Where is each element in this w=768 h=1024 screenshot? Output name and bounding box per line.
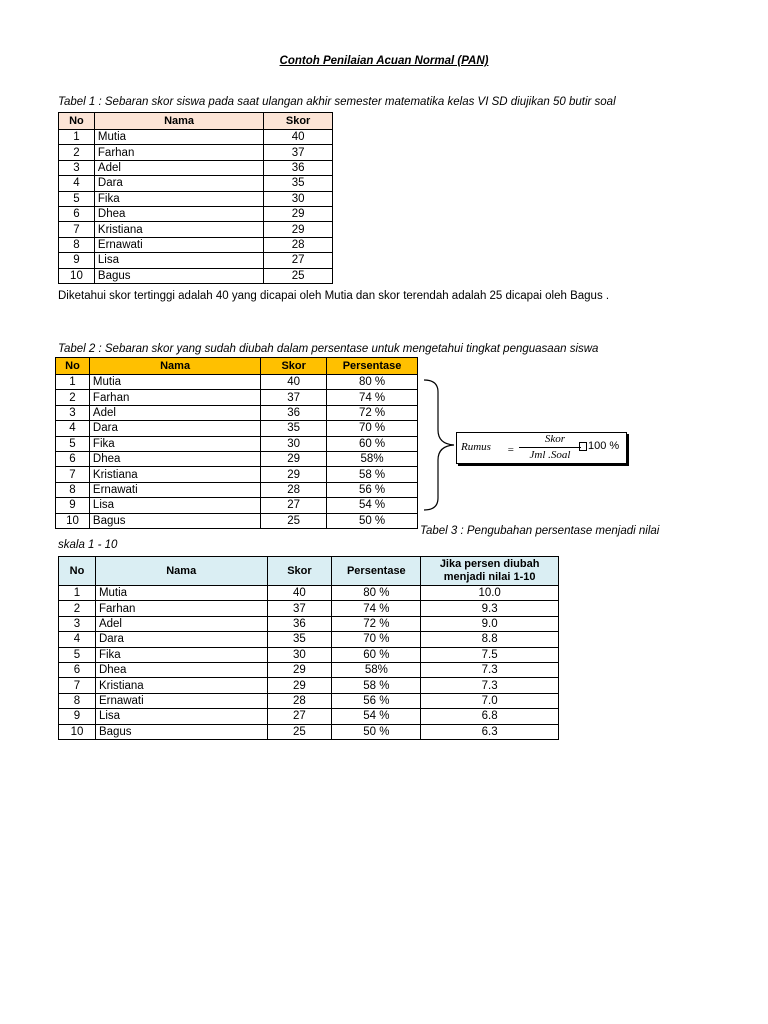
persentase-cell: 80 % (327, 375, 418, 390)
nilai-cell: 6.3 (421, 724, 559, 739)
skor-cell: 30 (264, 191, 333, 206)
table2-caption: Tabel 2 : Sebaran skor yang sudah diubah dalam persentase untuk mengetahui tingkat penguasaan siswa (58, 343, 599, 355)
nilai-cell: 9.0 (421, 616, 559, 631)
nama-cell: Adel (95, 616, 267, 631)
table-row (56, 513, 418, 528)
skor-cell: 25 (261, 513, 327, 528)
formula-multiplier: 100 % (588, 440, 620, 452)
nama-cell: Bagus (94, 268, 263, 283)
no-cell: 4 (59, 176, 95, 191)
nama-cell: Kristiana (94, 222, 263, 237)
no-cell: 5 (59, 191, 95, 206)
no-cell: 2 (56, 390, 90, 405)
table-row (59, 678, 559, 693)
persentase-cell: 56 % (332, 693, 421, 708)
persentase-cell: 58% (332, 662, 421, 677)
table-row (59, 191, 333, 206)
table-row (56, 375, 418, 390)
no-cell: 7 (59, 222, 95, 237)
table-row (59, 601, 559, 616)
nilai-cell: 9.3 (421, 601, 559, 616)
skor-cell: 36 (264, 160, 333, 175)
curly-brace-icon (420, 378, 460, 512)
nama-cell: Farhan (95, 601, 267, 616)
nama-cell: Fika (89, 436, 260, 451)
table3-header-nama: Nama (95, 557, 267, 586)
nama-cell: Fika (94, 191, 263, 206)
skor-cell: 29 (261, 451, 327, 466)
formula-label: Rumus (461, 441, 491, 453)
no-cell: 2 (59, 145, 95, 160)
skor-cell: 36 (267, 616, 332, 631)
table2-header-skor: Skor (261, 358, 327, 375)
skor-cell: 35 (267, 632, 332, 647)
formula-numerator: Skor (544, 433, 566, 445)
nama-cell: Farhan (94, 145, 263, 160)
skor-cell: 28 (264, 237, 333, 252)
nilai-cell: 10.0 (421, 586, 559, 601)
nama-cell: Bagus (89, 513, 260, 528)
no-cell: 8 (59, 693, 96, 708)
nilai-cell: 8.8 (421, 632, 559, 647)
nilai-cell: 7.3 (421, 662, 559, 677)
skor-cell: 30 (261, 436, 327, 451)
no-cell: 10 (59, 724, 96, 739)
nama-cell: Dhea (95, 662, 267, 677)
skor-cell: 28 (261, 482, 327, 497)
table-row (59, 206, 333, 221)
skor-cell: 29 (267, 678, 332, 693)
nama-cell: Lisa (89, 498, 260, 513)
no-cell: 4 (56, 421, 90, 436)
table-row (59, 693, 559, 708)
skor-cell: 40 (267, 586, 332, 601)
nama-cell: Farhan (89, 390, 260, 405)
no-cell: 6 (59, 206, 95, 221)
formula-equals: = (507, 444, 515, 456)
formula-box (456, 432, 627, 464)
skor-cell: 40 (264, 130, 333, 145)
table1-header-skor: Skor (264, 113, 333, 130)
table1-caption: Tabel 1 : Sebaran skor siswa pada saat ulangan akhir semester matematika kelas VI SD diujikan 50 butir soal (58, 96, 616, 108)
table-row (56, 451, 418, 466)
table-row (59, 237, 333, 252)
persentase-cell: 54 % (332, 709, 421, 724)
table2-percentage-table (55, 357, 418, 529)
table3-header-nilai: Jika persen diubah menjadi nilai 1-10 (421, 557, 559, 586)
persentase-cell: 58 % (332, 678, 421, 693)
table3-header-row (59, 557, 559, 586)
nama-cell: Lisa (95, 709, 267, 724)
skor-cell: 27 (267, 709, 332, 724)
table-row (59, 160, 333, 175)
table2-header-row (56, 358, 418, 375)
formula-denominator: Jml .Soal (529, 449, 571, 461)
no-cell: 6 (56, 451, 90, 466)
no-cell: 9 (59, 253, 95, 268)
nama-cell: Bagus (95, 724, 267, 739)
persentase-cell: 72 % (332, 616, 421, 631)
skor-cell: 37 (264, 145, 333, 160)
table3-scale-table (58, 556, 559, 740)
skor-cell: 28 (267, 693, 332, 708)
table-row (59, 724, 559, 739)
table-row (59, 709, 559, 724)
persentase-cell: 50 % (332, 724, 421, 739)
skor-cell: 29 (264, 206, 333, 221)
no-cell: 3 (59, 160, 95, 175)
persentase-cell: 58 % (327, 467, 418, 482)
fraction-bar (519, 447, 581, 448)
skor-cell: 29 (267, 662, 332, 677)
no-cell: 9 (59, 709, 96, 724)
no-cell: 8 (56, 482, 90, 497)
nama-cell: Dara (95, 632, 267, 647)
persentase-cell: 70 % (327, 421, 418, 436)
skor-cell: 40 (261, 375, 327, 390)
nama-cell: Fika (95, 647, 267, 662)
table-row (59, 586, 559, 601)
no-cell: 1 (59, 586, 96, 601)
nama-cell: Ernawati (94, 237, 263, 252)
no-cell: 7 (56, 467, 90, 482)
table1-header-nama: Nama (94, 113, 263, 130)
table-row (56, 421, 418, 436)
table1-header-no: No (59, 113, 95, 130)
nama-cell: Lisa (94, 253, 263, 268)
skor-cell: 27 (261, 498, 327, 513)
persentase-cell: 72 % (327, 405, 418, 420)
persentase-cell: 56 % (327, 482, 418, 497)
table-row (59, 222, 333, 237)
table-row (59, 253, 333, 268)
skor-cell: 36 (261, 405, 327, 420)
table3-header-skor: Skor (267, 557, 332, 586)
nama-cell: Kristiana (89, 467, 260, 482)
table1-score-table (58, 112, 333, 284)
skor-cell: 29 (264, 222, 333, 237)
no-cell: 10 (56, 513, 90, 528)
no-cell: 6 (59, 662, 96, 677)
skor-cell: 29 (261, 467, 327, 482)
skor-cell: 37 (267, 601, 332, 616)
table-row (59, 145, 333, 160)
nama-cell: Dhea (94, 206, 263, 221)
table-row (59, 647, 559, 662)
table1-note: Diketahui skor tertinggi adalah 40 yang dicapai oleh Mutia dan skor terendah adalah 25 dicapai oleh Bagus . (58, 290, 610, 302)
nama-cell: Dara (89, 421, 260, 436)
table2-header-persentase: Persentase (327, 358, 418, 375)
persentase-cell: 60 % (327, 436, 418, 451)
nilai-cell: 7.0 (421, 693, 559, 708)
no-cell: 4 (59, 632, 96, 647)
table-row (56, 498, 418, 513)
nama-cell: Ernawati (89, 482, 260, 497)
table-row (56, 482, 418, 497)
nama-cell: Mutia (89, 375, 260, 390)
no-cell: 1 (56, 375, 90, 390)
table2-header-no: No (56, 358, 90, 375)
persentase-cell: 80 % (332, 586, 421, 601)
table-row (56, 390, 418, 405)
persentase-cell: 50 % (327, 513, 418, 528)
table3-header-no: No (59, 557, 96, 586)
table-row (56, 405, 418, 420)
skor-cell: 25 (267, 724, 332, 739)
table-row (59, 130, 333, 145)
skor-cell: 25 (264, 268, 333, 283)
table1-header-row (59, 113, 333, 130)
table-row (59, 632, 559, 647)
persentase-cell: 60 % (332, 647, 421, 662)
nilai-cell: 6.8 (421, 709, 559, 724)
nama-cell: Dhea (89, 451, 260, 466)
table-row (59, 268, 333, 283)
no-cell: 3 (56, 405, 90, 420)
table3-caption-line1: Tabel 3 : Pengubahan persentase menjadi nilai (420, 525, 660, 537)
persentase-cell: 58% (327, 451, 418, 466)
table3-header-persentase: Persentase (332, 557, 421, 586)
nama-cell: Dara (94, 176, 263, 191)
no-cell: 9 (56, 498, 90, 513)
no-cell: 5 (56, 436, 90, 451)
skor-cell: 35 (264, 176, 333, 191)
persentase-cell: 54 % (327, 498, 418, 513)
skor-cell: 37 (261, 390, 327, 405)
nama-cell: Ernawati (95, 693, 267, 708)
no-cell: 7 (59, 678, 96, 693)
nama-cell: Mutia (94, 130, 263, 145)
table-row (59, 662, 559, 677)
no-cell: 2 (59, 601, 96, 616)
table2-header-nama: Nama (89, 358, 260, 375)
no-cell: 10 (59, 268, 95, 283)
nama-cell: Adel (89, 405, 260, 420)
table-row (59, 176, 333, 191)
nama-cell: Adel (94, 160, 263, 175)
table-row (59, 616, 559, 631)
nama-cell: Kristiana (95, 678, 267, 693)
persentase-cell: 74 % (327, 390, 418, 405)
table3-caption-line2: skala 1 - 10 (58, 539, 118, 551)
page-title: Contoh Penilaian Acuan Normal (PAN) (279, 55, 489, 67)
persentase-cell: 70 % (332, 632, 421, 647)
table-row (56, 467, 418, 482)
multiply-box-icon (579, 442, 587, 451)
skor-cell: 27 (264, 253, 333, 268)
no-cell: 5 (59, 647, 96, 662)
nilai-cell: 7.5 (421, 647, 559, 662)
persentase-cell: 74 % (332, 601, 421, 616)
no-cell: 1 (59, 130, 95, 145)
nilai-cell: 7.3 (421, 678, 559, 693)
nama-cell: Mutia (95, 586, 267, 601)
table-row (56, 436, 418, 451)
no-cell: 3 (59, 616, 96, 631)
no-cell: 8 (59, 237, 95, 252)
skor-cell: 35 (261, 421, 327, 436)
skor-cell: 30 (267, 647, 332, 662)
